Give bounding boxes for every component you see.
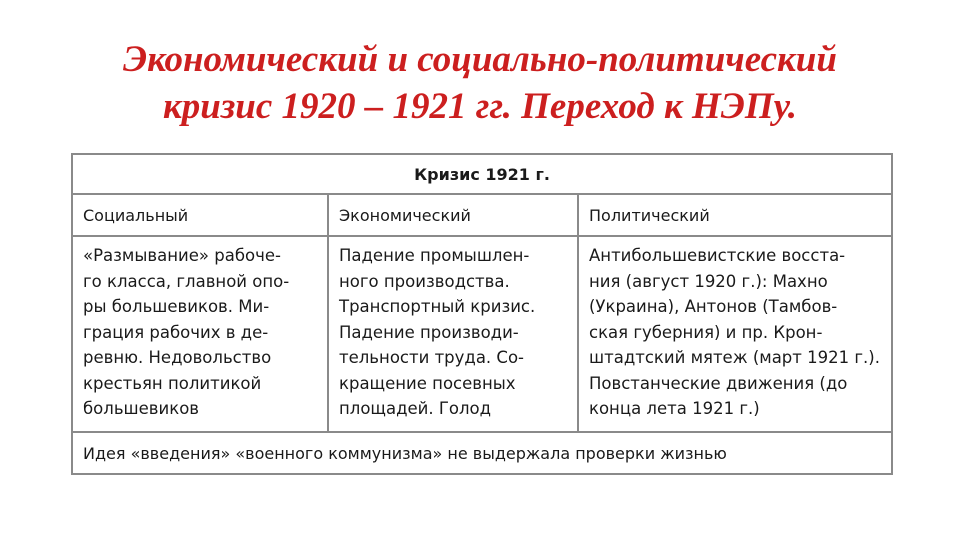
slide-title-line-1: Экономический и социально-политический [123, 39, 837, 80]
column-header-social: Социальный [72, 194, 328, 236]
table-footer: Идея «введения» «военного коммунизма» не выдержала проверки жизнью [72, 432, 892, 474]
cell-economic: Падение промышлен- ного производства. Транспортный кризис. Падение производи- тельности труда. Со- кращение посевных площадей. Голод [328, 236, 578, 432]
cell-political: Антибольшевистские восста- ния (август 1920 г.): Махно (Украина), Антонов (Тамбов- ская губерния) и пр. Крон- штадтский мятеж (март 1921 г.). Повстанческие движения (до конца лета 1921 г.) [578, 236, 892, 432]
crisis-table [71, 153, 893, 475]
slide-title-line-2: кризис 1920 – 1921 гг. Переход к НЭПу. [163, 86, 797, 127]
column-header-economic: Экономический [328, 194, 578, 236]
table-header: Кризис 1921 г. [72, 154, 892, 194]
column-header-political: Политический [578, 194, 892, 236]
slide-title [40, 36, 920, 130]
cell-social: «Размывание» рабоче- го класса, главной опо- ры большевиков. Ми- грация рабочих в де- ревню. Недовольство крестьян политикой большевиков [72, 236, 328, 432]
